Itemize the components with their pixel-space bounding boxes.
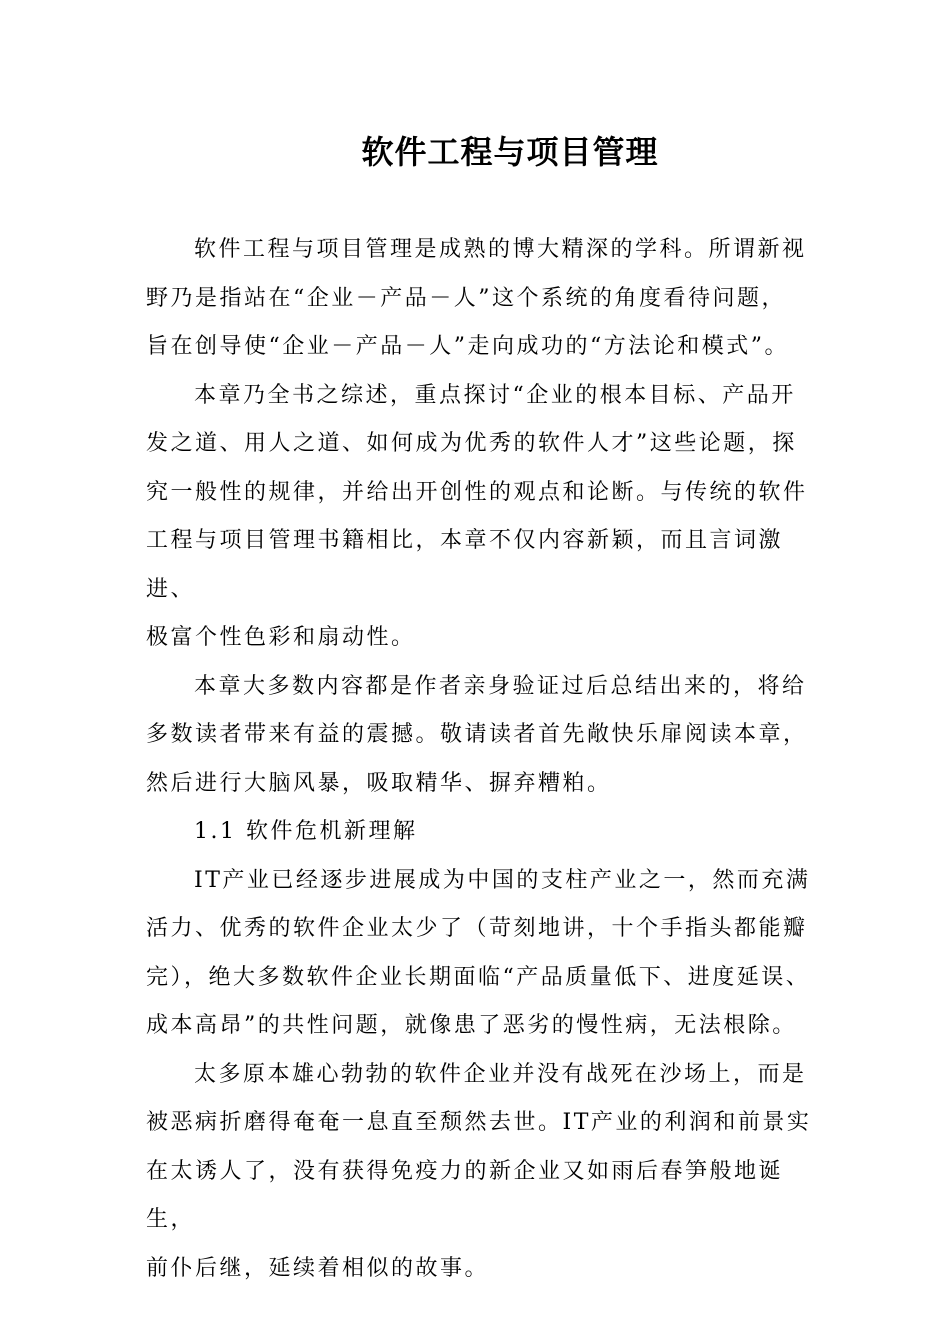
body-line: 在太诱人了，没有获得免疫力的新企业又如雨后春笋般地诞生， <box>146 1158 784 1232</box>
body-line: 多数读者带来有益的震撼。敬请读者首先敞快乐扉阅读本章， <box>146 722 808 747</box>
body-line: 野乃是指站在“企业－产品－人”这个系统的角度看待问题， <box>146 285 786 311</box>
body-line: 完），绝大多数软件企业长期面临“产品质量低下、进度延误、 <box>146 964 811 990</box>
body-line: 工程与项目管理书籍相比，本章不仅内容新颖，而且言词激进、 <box>146 528 784 602</box>
body-line: 前仆后继，延续着相似的故事。 <box>146 1255 490 1281</box>
body-line: 被恶病折磨得奄奄一息直至颓然去世。IT产业的利润和前景实 <box>146 1110 812 1135</box>
body-line: 本章乃全书之综述，重点探讨“企业的根本目标、产品开 <box>194 382 796 408</box>
body-line: 成本高昂”的共性问题，就像患了恶劣的慢性病，无法根除。 <box>146 1013 797 1038</box>
body-line: 活力、优秀的软件企业太少了（苛刻地讲，十个手指头都能瓣 <box>146 916 808 941</box>
section-heading: 1.1 软件危机新理解 <box>194 819 418 844</box>
body-line: 软件工程与项目管理是成熟的博大精深的学科。所谓新视 <box>194 237 807 262</box>
body-line: 旨在创导使“企业－产品－人”走向成功的“方法论和模式”。 <box>146 334 789 359</box>
body-line: IT产业已经逐步进展成为中国的支柱产业之一，然而充满 <box>194 867 811 893</box>
body-line: 太多原本雄心勃勃的软件企业并没有战死在沙场上，而是 <box>194 1061 807 1087</box>
body-line: 然后进行大脑风暴，吸取精华、摒弃糟粕。 <box>146 770 612 796</box>
body-line: 究一般性的规律，并给出开创性的观点和论断。与传统的软件 <box>146 479 808 505</box>
document-body <box>146 226 816 1293</box>
document-title: 软件工程与项目管理 <box>361 133 659 171</box>
body-line: 发之道、用人之道、如何成为优秀的软件人才”这些论题，探 <box>146 431 797 456</box>
body-line: 极富个性色彩和扇动性。 <box>146 625 416 650</box>
body-line: 本章大多数内容都是作者亲身验证过后总结出来的，将给 <box>194 673 807 699</box>
